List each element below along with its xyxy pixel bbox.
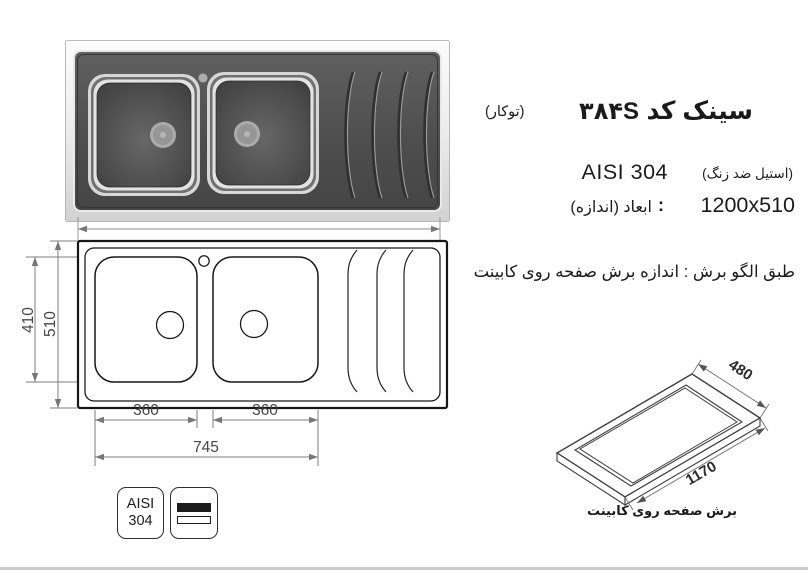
- sink-top-view-drawing: [20, 236, 455, 470]
- dim-label-360-right: 360: [252, 402, 278, 419]
- product-code: ۳۸۴S: [579, 98, 640, 125]
- dim-label-410: 410: [20, 307, 37, 333]
- inset-mount-badge: [170, 487, 218, 539]
- drain-right: [234, 121, 260, 147]
- dim-label-510: 510: [42, 311, 59, 337]
- arrow-right: [431, 226, 440, 232]
- photo-bowl-right: [207, 72, 319, 194]
- mount-type-note: (توکار): [485, 104, 525, 120]
- dim-label-480: 480: [725, 356, 756, 385]
- cutting-pattern-note: طبق الگو برش : اندازه برش صفحه روی کابینت: [473, 263, 795, 281]
- steel-grade-badge: [117, 487, 164, 539]
- inset-mount-icon: [177, 503, 211, 512]
- size-separator: :: [658, 195, 664, 215]
- drain-left: [150, 122, 176, 148]
- dim-label-745: 745: [193, 439, 219, 456]
- size-value: 1200x510: [700, 193, 795, 217]
- arrow-left: [78, 226, 87, 232]
- cutout-caption: برش صفحه روی کابینت: [586, 503, 738, 518]
- product-title: سینک کد: [646, 97, 753, 125]
- size-label: ابعاد (اندازه): [570, 199, 652, 216]
- steel-badge-line1: AISI: [126, 495, 155, 512]
- sink-photo: [65, 40, 450, 223]
- steel-grade-note: (استیل ضد زنگ): [702, 166, 793, 181]
- photo-bowl-left: [88, 74, 200, 196]
- steel-grade: AISI 304: [581, 160, 668, 184]
- countertop-cutout-drawing: [545, 352, 805, 520]
- dim-label-360-left: 360: [133, 402, 159, 419]
- sink-outline: [78, 241, 447, 408]
- tap-hole: [198, 73, 208, 83]
- dim-label-1170: 1170: [682, 457, 720, 489]
- inset-mount-icon-base: [177, 516, 211, 524]
- steel-badge-line2: 304: [128, 513, 153, 529]
